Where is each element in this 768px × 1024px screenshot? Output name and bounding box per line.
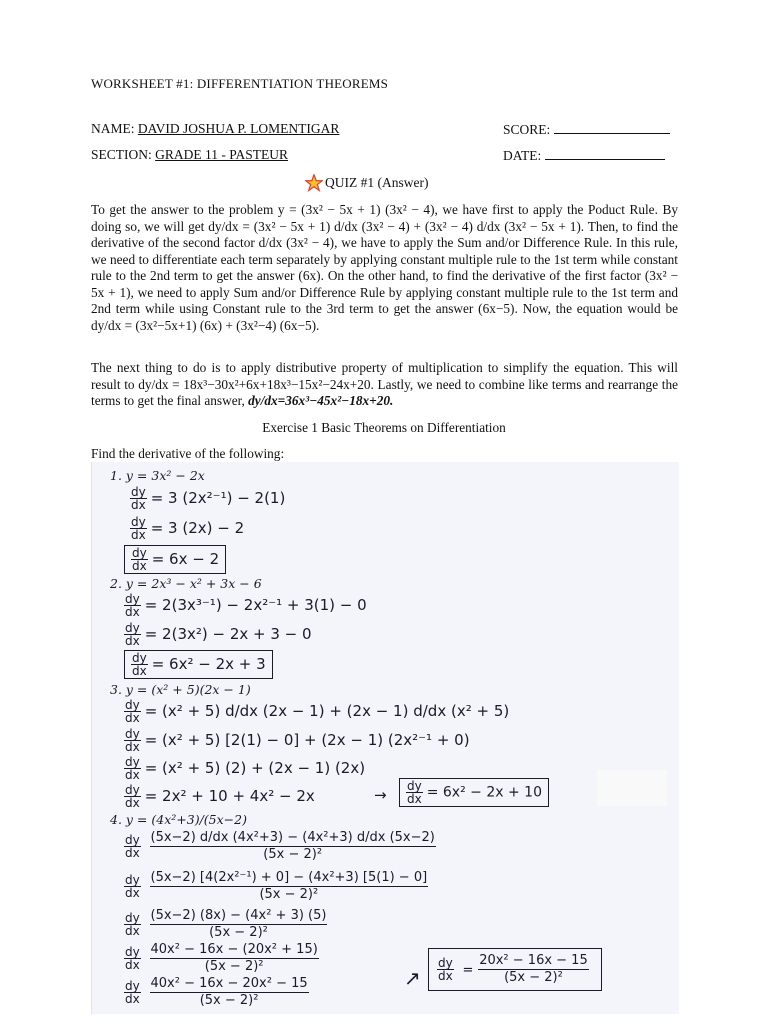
problem-3: 3. y = (x² + 5)(2x − 1) bbox=[110, 682, 251, 697]
p2-answer: $\frac{dy}{dx}$ = 6x² − 2x + 3 bbox=[124, 650, 273, 679]
exercise-instruction: Find the derivative of the following: bbox=[91, 446, 285, 461]
explanation-paragraph-2 bbox=[91, 360, 678, 410]
arrow-right-icon: → bbox=[374, 786, 387, 804]
p4-step-2: $\frac{dy}{dx}$ $\frac{\text{(5x−2) [4(2x²⁻¹) + 0] − (4x²+3) [5(1) − 0]}}{\text{(5x − 2)²}}$ bbox=[125, 870, 428, 902]
p3-step-1: $\frac{dy}{dx}$ = (x² + 5) d/dx (2x − 1) + (2x − 1) d/dx (x² + 5) bbox=[125, 698, 510, 725]
section-value: GRADE 11 - PASTEUR bbox=[155, 147, 289, 162]
worksheet-title: WORKSHEET #1: DIFFERENTIATION THEOREMS bbox=[91, 76, 389, 91]
problem-1: 1. y = 3x² − 2x bbox=[110, 468, 205, 483]
p4-step-3: $\frac{dy}{dx}$ $\frac{\text{(5x−2) (8x) − (4x² + 3) (5)}}{\text{(5x − 2)²}}$ bbox=[125, 908, 327, 940]
p1-step-1: $\frac{dy}{dx}$ = 3 (2x²⁻¹) − 2(1) bbox=[131, 485, 286, 512]
p2-step-1: $\frac{dy}{dx}$ = 2(3x³⁻¹) − 2x²⁻¹ + 3(1) − 0 bbox=[125, 592, 367, 619]
explanation-paragraph-1: To get the answer to the problem y = (3x² − 5x + 1) (3x² − 4), we have first to apply the Poduct Rule. By doing so, we will get dy/dx = (3x² − 5x + 1) d/dx (3x² − 4) + (3x² − 4) d/dx (3x² − 5x + 1). Then, to find the derivative of the second factor d/dx (3x² − 4), we have to apply the Sum and/or Difference Rule. In this rule, we need to differentiate each term separately by applying constant multiple rule to the 1st term while constant rule to the 2nd term to get the answer (6x). On the other hand, to find the derivative of the first factor (3x² − 5x + 1), we need to apply Sum and/or Difference Rule by applying constant multiple rule to the 1st term and 2nd term while using Constant rule to the 3rd term to get the answer (6x−5). Now, the equation would be dy/dx = (3x²−5x+1) (6x) + (3x²−4) (6x−5). bbox=[91, 202, 678, 333]
p4-step-1: $\frac{dy}{dx}$ $\frac{\text{(5x−2) d/dx (4x²+3) − (4x²+3) d/dx (5x−2)}}{\text{(5x − 2)²}}$ bbox=[125, 830, 435, 862]
p4-answer: $\frac{dy}{dx}$ = $\frac{\text{20x² − 16x − 15}}{\text{(5x − 2)²}}$ bbox=[428, 948, 602, 991]
date-label: DATE: bbox=[503, 148, 542, 163]
p4-step-4: $\frac{dy}{dx}$ $\frac{\text{40x² − 16x − (20x² + 15)}}{\text{(5x − 2)²}}$ bbox=[125, 942, 318, 974]
name-value: DAVID JOSHUA P. LOMENTIGAR bbox=[137, 121, 340, 136]
p4-step-5: $\frac{dy}{dx}$ $\frac{\text{40x² − 16x − 20x² − 15}}{\text{(5x − 2)²}}$ bbox=[125, 976, 308, 1008]
date-blank bbox=[545, 147, 665, 160]
section-row bbox=[91, 147, 288, 163]
p3-step-4: $\frac{dy}{dx}$ = 2x² + 10 + 4x² − 2x bbox=[125, 783, 315, 810]
p3-step-2: $\frac{dy}{dx}$ = (x² + 5) [2(1) − 0] + (2x − 1) (2x²⁻¹ + 0) bbox=[125, 727, 470, 754]
paragraph-2-text: The next thing to do is to apply distributive property of multiplication to simplify the equation. This will result to dy/dx = 18x³−30x²+6x+18x³−15x²−24x+20. Lastly, we need to combine like terms and rearrange the terms to get the final answer, bbox=[91, 360, 678, 408]
name-label: NAME: bbox=[91, 121, 135, 136]
p2-step-2: $\frac{dy}{dx}$ = 2(3x²) − 2x + 3 − 0 bbox=[125, 621, 312, 648]
paper-smudge bbox=[597, 770, 667, 806]
name-row bbox=[91, 121, 339, 137]
problem-2: 2. y = 2x³ − x² + 3x − 6 bbox=[110, 576, 262, 591]
handwritten-solutions bbox=[91, 462, 679, 1014]
exercise-title: Exercise 1 Basic Theorems on Differentiation bbox=[262, 420, 506, 435]
problem-4: 4. y = (4x²+3)/(5x−2) bbox=[110, 812, 247, 827]
quiz-heading bbox=[305, 174, 428, 192]
p1-answer: $\frac{dy}{dx}$ = 6x − 2 bbox=[124, 545, 226, 574]
star-icon bbox=[305, 174, 323, 192]
p3-answer: $\frac{dy}{dx}$ = 6x² − 2x + 10 bbox=[399, 778, 549, 807]
curved-arrow-icon: ↗ bbox=[404, 966, 421, 990]
p1-step-2: $\frac{dy}{dx}$ = 3 (2x) − 2 bbox=[131, 515, 245, 542]
quiz-title: QUIZ #1 (Answer) bbox=[325, 175, 429, 190]
p3-step-3: $\frac{dy}{dx}$ = (x² + 5) (2) + (2x − 1) (2x) bbox=[125, 755, 366, 782]
final-answer: dy/dx=36x³−45x²−18x+20. bbox=[248, 393, 394, 408]
date-row bbox=[503, 147, 665, 164]
score-blank bbox=[554, 121, 670, 134]
section-label: SECTION: bbox=[91, 147, 152, 162]
score-label: SCORE: bbox=[503, 122, 551, 137]
score-row bbox=[503, 121, 670, 138]
